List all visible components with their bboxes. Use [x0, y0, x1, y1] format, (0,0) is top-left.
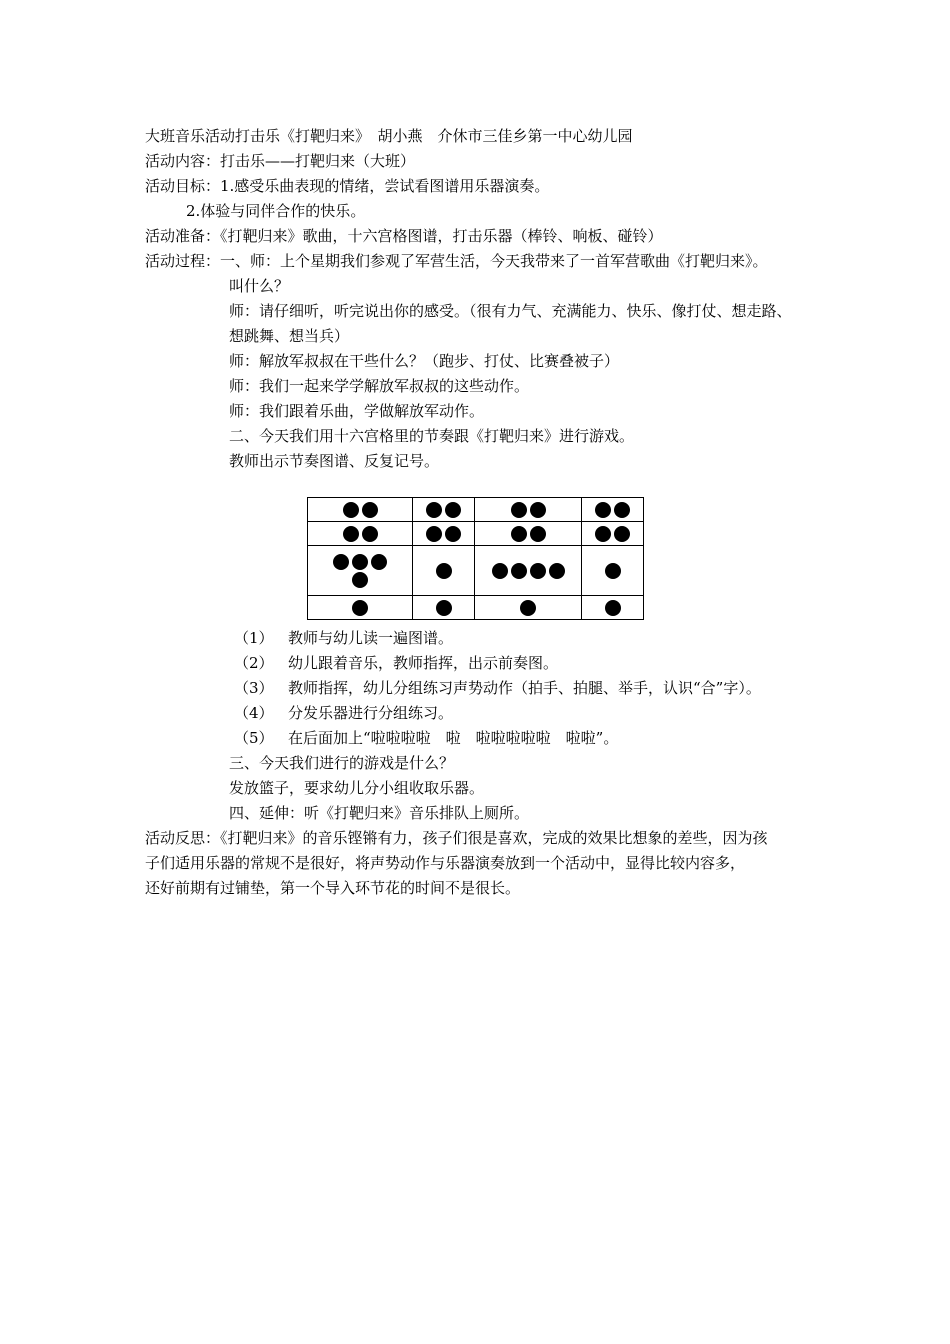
beat-dot: [445, 502, 461, 518]
beat-dot: [362, 526, 378, 542]
step-text: 教师指挥，幼儿分组练习声势动作（拍手、拍腿、举手，认识“合”字）。: [288, 679, 761, 697]
beat-dot: [520, 600, 536, 616]
process-part-2: 二、今天我们用十六宫格里的节奏跟《打靶归来》进行游戏。: [229, 427, 635, 445]
rhythm-cell: [413, 546, 475, 596]
rhythm-cell: [308, 498, 413, 522]
rhythm-cell: [582, 522, 644, 546]
beat-dot: [436, 600, 452, 616]
show-chart-line: 教师出示节奏图谱、反复记号。: [229, 452, 440, 470]
beat-dot: [614, 526, 630, 542]
rhythm-grid: [307, 497, 644, 620]
rhythm-cell: [475, 522, 582, 546]
reflection-line-2: 子们适用乐器的常规不是很好，将声势动作与乐器演奏放到一个活动中，显得比较内容多，: [145, 854, 746, 872]
beat-dot: [343, 502, 359, 518]
process-part-3: 三、今天我们进行的游戏是什么？: [229, 754, 455, 772]
basket-line: 发放篮子，要求幼儿分小组收取乐器。: [229, 779, 485, 797]
step-number: （2）: [234, 654, 274, 672]
beat-dot: [530, 563, 546, 579]
rhythm-cell: [582, 498, 644, 522]
beat-dot: [511, 526, 527, 542]
beat-dot: [549, 563, 565, 579]
beat-dot: [530, 526, 546, 542]
beat-dot: [595, 526, 611, 542]
rhythm-cell: [308, 546, 413, 596]
step-text: 在后面加上“啦啦啦啦 啦 啦啦啦啦啦 啦啦”。: [288, 729, 619, 747]
rhythm-row: [308, 546, 644, 596]
rhythm-row: [308, 522, 644, 546]
rhythm-cell: [413, 596, 475, 620]
activity-goal-2: 2.体验与同伴合作的快乐。: [186, 202, 366, 220]
step-number: （3）: [234, 679, 274, 697]
beat-dot: [530, 502, 546, 518]
beat-dot: [362, 502, 378, 518]
doc-title: 大班音乐活动打击乐《打靶归来》 胡小燕 介休市三佳乡第一中心幼儿园: [145, 127, 633, 145]
reflection-line-3: 还好前期有过铺垫，第一个导入环节花的时间不是很长。: [145, 879, 521, 897]
soldier-doing-line: 师：解放军叔叔在干些什么？（跑步、打仗、比赛叠被子）: [229, 352, 620, 370]
step-number: （1）: [234, 629, 274, 647]
rhythm-cell: [308, 596, 413, 620]
beat-dot: [511, 563, 527, 579]
beat-dot: [426, 502, 442, 518]
beat-dot: [511, 502, 527, 518]
listen-line-1: 师：请仔细听，听完说出你的感受。（很有力气、充满能力、快乐、像打仗、想走路、: [229, 302, 792, 320]
beat-dot: [352, 572, 368, 588]
beat-dot: [371, 554, 387, 570]
beat-dot: [614, 502, 630, 518]
rhythm-row: [308, 498, 644, 522]
rhythm-cell: [413, 522, 475, 546]
beat-dot: [352, 554, 368, 570]
rhythm-cell: [582, 596, 644, 620]
follow-music-line: 师：我们跟着乐曲，学做解放军动作。: [229, 402, 485, 420]
beat-dot: [492, 563, 508, 579]
beat-dot: [605, 600, 621, 616]
rhythm-cell: [475, 498, 582, 522]
beat-dot: [426, 526, 442, 542]
activity-content: 活动内容：打击乐——打靶归来（大班）: [145, 152, 416, 170]
beat-dot: [595, 502, 611, 518]
rhythm-cell: [475, 596, 582, 620]
process-part-1: 活动过程：一、师：上个星期我们参观了军营生活，今天我带来了一首军营歌曲《打靶归来》。: [145, 252, 768, 270]
rhythm-cell: [475, 546, 582, 596]
step-number: （5）: [234, 729, 274, 747]
process-part-1-cont: 叫什么？: [229, 277, 290, 295]
beat-dot: [436, 563, 452, 579]
activity-prep: 活动准备：《打靶归来》歌曲，十六宫格图谱，打击乐器（棒铃、响板、碰铃）: [145, 227, 663, 245]
reflection-line-1: 活动反思：《打靶归来》的音乐铿锵有力，孩子们很是喜欢，完成的效果比想象的差些，因为孩: [145, 829, 768, 847]
listen-line-2: 想跳舞、想当兵）: [229, 327, 350, 345]
beat-dot: [333, 554, 349, 570]
process-part-4: 四、延伸：听《打靶归来》音乐排队上厕所。: [229, 804, 530, 822]
rhythm-cell: [582, 546, 644, 596]
step-text: 教师与幼儿读一遍图谱。: [288, 629, 454, 647]
rhythm-cell: [413, 498, 475, 522]
beat-dot: [445, 526, 461, 542]
learn-actions-line: 师：我们一起来学学解放军叔叔的这些动作。: [229, 377, 530, 395]
beat-dot: [605, 563, 621, 579]
beat-dot: [343, 526, 359, 542]
rhythm-row: [308, 596, 644, 620]
rhythm-cell: [308, 522, 413, 546]
step-text: 幼儿跟着音乐，教师指挥，出示前奏图。: [288, 654, 559, 672]
step-number: （4）: [234, 704, 274, 722]
step-text: 分发乐器进行分组练习。: [288, 704, 454, 722]
activity-goal-1: 活动目标：1.感受乐曲表现的情绪，尝试看图谱用乐器演奏。: [145, 177, 550, 195]
beat-dot: [352, 600, 368, 616]
